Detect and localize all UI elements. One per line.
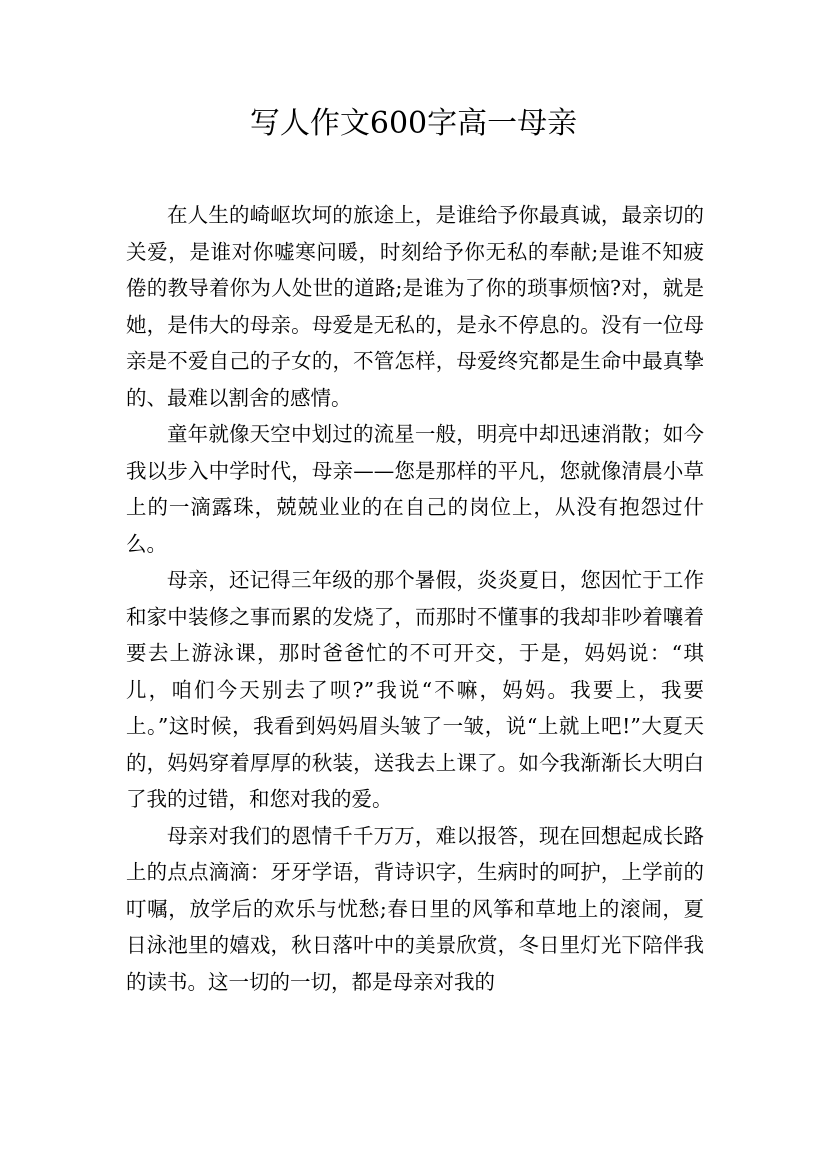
document-title: 写人作文600字高一母亲 <box>249 106 578 141</box>
paragraph-4: 母亲对我们的恩情千千万万，难以报答，现在回想起成长路上的点点滴滴：牙牙学语，背诗识字，生病时的呵护，上学前的叮嘱，放学后的欢乐与忧愁;春日里的风筝和草地上的滚闹，夏日泳池里的嬉戏，秋日落叶中的美景欣赏，冬日里灯光下陪伴我的读书。这一切的一切，都是母亲对我的 <box>126 823 704 994</box>
document-body <box>126 197 704 1000</box>
paragraph-1: 在人生的崎岖坎坷的旅途上，是谁给予你最真诚，最亲切的关爱，是谁对你嘘寒问暖，时刻给予你无私的奉献;是谁不知疲倦的教导着你为人处世的道路;是谁为了你的琐事烦恼?对，就是她，是伟大的母亲。母爱是无私的，是永不停息的。没有一位母亲是不爱自己的子女的，不管怎样，母爱终究都是生命中最真挚的、最难以割舍的感情。 <box>126 203 704 410</box>
paragraph-2: 童年就像天空中划过的流星一般，明亮中却迅速消散；如今我以步入中学时代，母亲——您是那样的平凡，您就像清晨小草上的一滴露珠，兢兢业业的在自己的岗位上，从没有抱怨过什么。 <box>126 422 704 556</box>
paragraph-3: 母亲，还记得三年级的那个暑假，炎炎夏日，您因忙于工作和家中装修之事而累的发烧了，而那时不懂事的我却非吵着嚷着要去上游泳课，那时爸爸忙的不可开交，于是，妈妈说：“琪儿，咱们今天别去了呗?”我说“不嘛，妈妈。我要上，我要上。”这时候，我看到妈妈眉头皱了一皱，说“上就上吧!”大夏天的，妈妈穿着厚厚的秋装，送我去上课了。如今我渐渐长大明白了我的过错，和您对我的爱。 <box>126 568 704 811</box>
